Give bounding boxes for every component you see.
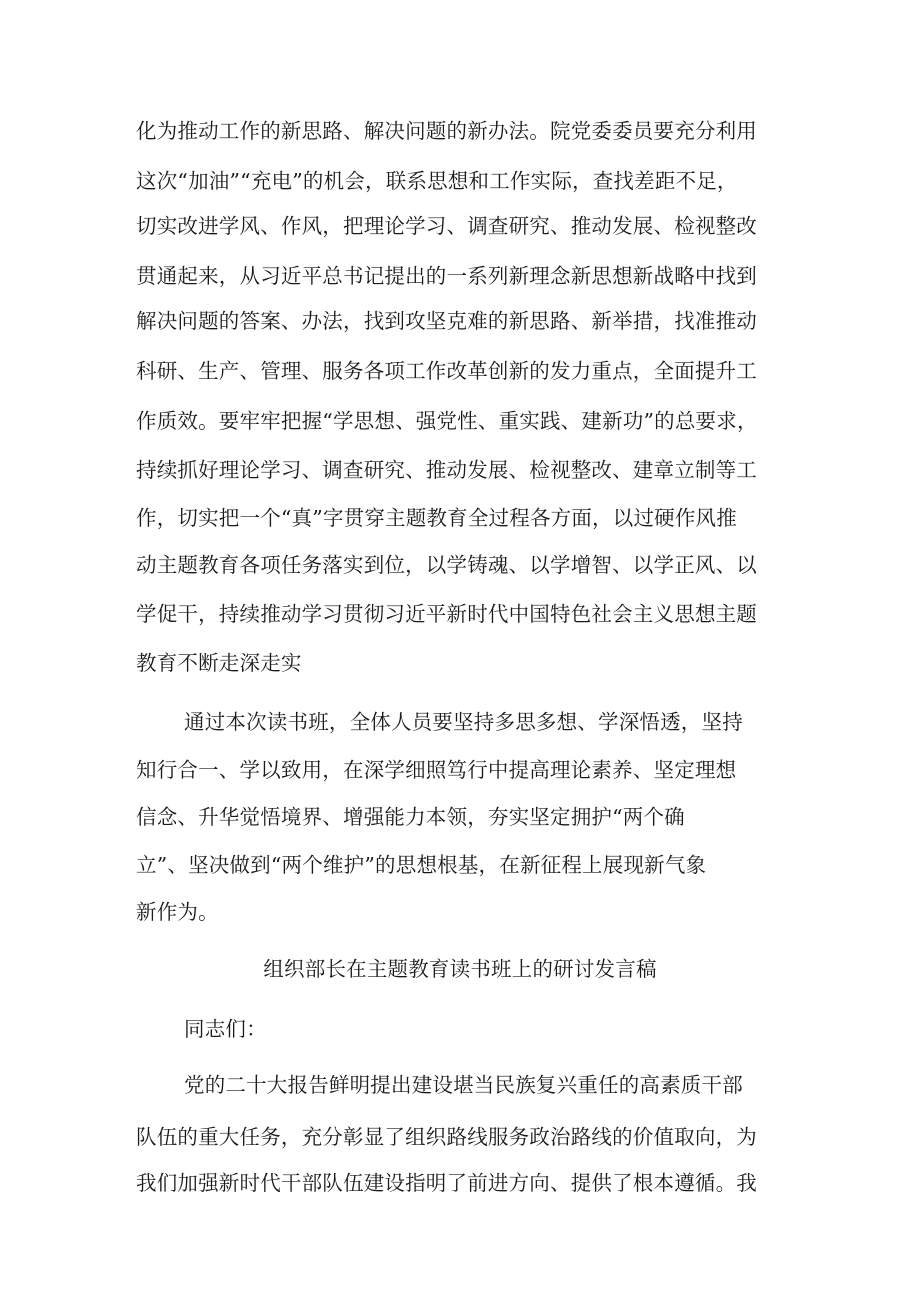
paragraph-line: 党的二十大报告鲜明提出建设堪当民族复兴重任的高素质干部 [184,1073,743,1097]
paragraph-line: 解决问题的答案、办法，找到攻坚克难的新思路、新举措，找准推动 [136,309,757,333]
paragraph-line: 新作为。 [136,900,219,924]
paragraph-line: 知行合一、学以致用，在深学细照笃行中提高理论素养、坚定理想 [136,758,737,782]
salutation: 同志们： [184,1017,267,1041]
paragraph-line: 教育不断走深走实 [136,651,302,675]
paragraph-line: 作质效。要牢牢把握“学思想、强党性、重实践、建新功”的总要求， [136,409,758,433]
paragraph-line: 切实改进学风、作风，把理论学习、调查研究、推动发展、检视整改 [136,214,757,238]
paragraph-line: 学促干，持续推动学习贯彻习近平新时代中国特色社会主义思想主题 [136,602,757,626]
section-title: 组织部长在主题教育读书班上的研讨发言稿 [263,957,657,981]
paragraph-line: 队伍的重大任务，充分彰显了组织路线服务政治路线的价值取向，为 [136,1125,757,1149]
paragraph-line: 科研、生产、管理、服务各项工作改革创新的发力重点，全面提升工 [136,359,757,383]
paragraph-line: 立”、坚决做到“两个维护”的思想根基，在新征程上展现新气象 [136,853,707,877]
paragraph-line: 作，切实把一个“真”字贯穿主题教育全过程各方面，以过硬作风推 [136,506,737,530]
paragraph-line: 贯通起来，从习近平总书记提出的一系列新理念新思想新战略中找到 [136,264,757,288]
paragraph-line: 持续抓好理论学习、调查研究、推动发展、检视整改、建章立制等工 [136,458,757,482]
paragraph-line: 通过本次读书班，全体人员要坚持多思多想、学深悟透，坚持 [184,710,743,734]
paragraph-line: 信念、升华觉悟境界、增强能力本领，夯实坚定拥护“两个确 [136,805,685,829]
paragraph-line: 这次“加油”“充电”的机会，联系思想和工作实际，查找差距不足， [136,169,738,193]
paragraph-line: 化为推动工作的新思路、解决问题的新办法。院党委委员要充分利用 [136,119,757,143]
paragraph-line: 我们加强新时代干部队伍建设指明了前进方向、提供了根本遵循。我 [136,1171,757,1195]
paragraph-line: 动主题教育各项任务落实到位，以学铸魂、以学增智、以学正风、以 [136,553,757,577]
